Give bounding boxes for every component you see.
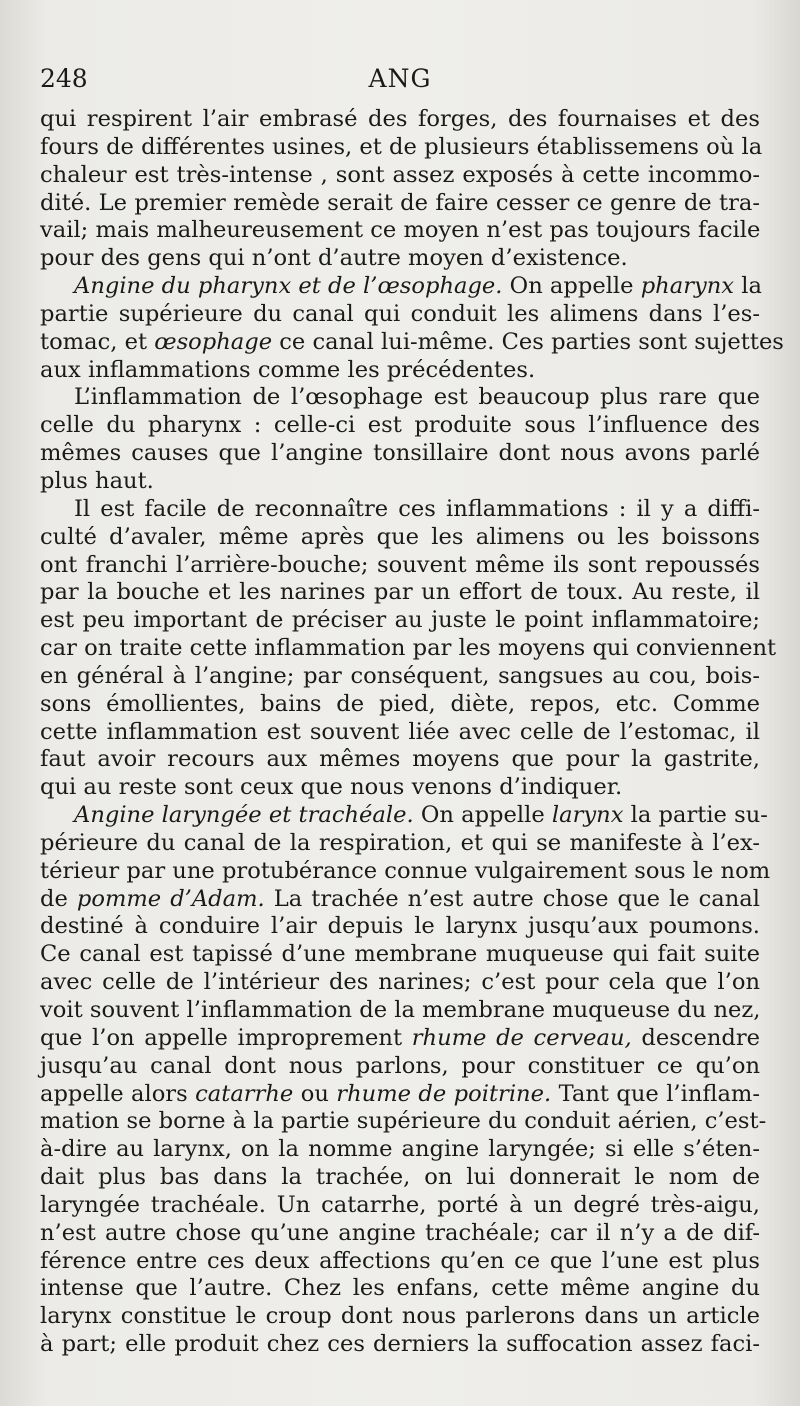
text-line <box>40 412 760 440</box>
text-segment: Ce canal est tapissé d’une membrane muqueuse qui fait suite <box>40 941 760 968</box>
text-segment: fours de différentes usines, et de plusieurs établissemens où la <box>40 133 763 160</box>
text-line <box>40 1248 760 1276</box>
text-line <box>40 1025 760 1053</box>
italic-term: rhume de poitrine. <box>336 1080 552 1107</box>
text-line <box>40 886 760 914</box>
text-line <box>40 496 760 524</box>
text-line <box>40 1275 760 1303</box>
text-line <box>40 162 760 190</box>
italic-term: Angine du pharynx et de l’œsophage. <box>74 273 503 300</box>
text-segment: ont franchi l’arrière-bouche; souvent même ils sont repoussés <box>40 551 760 578</box>
text-segment: destiné à conduire l’air depuis le larynx jusqu’aux poumons. <box>40 913 760 940</box>
text-segment: celle du pharynx : celle-ci est produite sous l’influence des <box>40 412 760 439</box>
italic-term: pomme d’Adam. <box>76 885 265 912</box>
text-line <box>40 301 760 329</box>
text-segment: pour des gens qui n’ont d’autre moyen d’existence. <box>40 245 628 272</box>
text-segment: Tant que l’inflam- <box>551 1080 760 1107</box>
text-line <box>40 273 760 301</box>
text-segment: chaleur est très-intense , sont assez exposés à cette incommo- <box>40 161 760 188</box>
text-line <box>40 857 771 886</box>
text-segment: ou <box>293 1080 337 1107</box>
text-segment: ce canal lui-même. Ces parties sont sujettes <box>272 328 784 355</box>
text-line <box>40 1136 760 1164</box>
text-line <box>40 746 760 774</box>
text-line <box>40 719 760 747</box>
text-line <box>40 133 763 162</box>
text-segment: plus haut. <box>40 467 154 494</box>
text-line <box>40 1192 760 1220</box>
text-line <box>40 468 760 496</box>
text-segment: mêmes causes que l’angine tonsillaire dont nous avons parlé <box>40 440 760 467</box>
text-line <box>40 1081 760 1109</box>
text-segment: cette inflammation est souvent liée avec celle de l’estomac, il <box>40 718 760 745</box>
text-line <box>40 691 760 719</box>
text-segment: laryngée trachéale. Un catarrhe, porté à un degré très-aigu, <box>40 1191 760 1218</box>
text-segment: la partie su- <box>623 802 768 829</box>
text-segment: férence entre ces deux affections qu’en ce que l’une est plus <box>40 1247 760 1274</box>
text-segment: est peu important de préciser au juste le point inflammatoire; <box>40 607 760 634</box>
text-line <box>40 663 760 691</box>
page-number: 248 <box>40 64 88 93</box>
text-line <box>40 328 784 357</box>
text-segment: dité. Le premier remède serait de faire cesser ce genre de tra- <box>40 189 760 216</box>
text-line <box>40 524 760 552</box>
text-segment: à part; elle produit chez ces derniers la suffocation assez faci- <box>40 1331 760 1358</box>
text-segment: n’est autre chose qu’une angine trachéale; car il n’y a de dif- <box>40 1219 760 1246</box>
text-line <box>40 440 760 468</box>
text-segment: vail; mais malheureusement ce moyen n’est pas toujours facile <box>40 217 761 244</box>
text-segment: que l’on appelle improprement <box>40 1024 412 1051</box>
text-segment: par la bouche et les narines par un effort de toux. Au reste, il <box>40 579 760 606</box>
italic-term: œsophage <box>154 328 273 355</box>
text-line <box>40 579 760 607</box>
text-line <box>40 607 760 635</box>
text-segment: voit souvent l’inflammation de la membrane muqueuse du nez, <box>40 997 761 1023</box>
running-head: ANG <box>368 64 432 93</box>
text-segment: aux inflammations comme les précédentes. <box>40 356 536 383</box>
text-segment: de <box>40 885 77 912</box>
text-line <box>40 1303 760 1331</box>
text-segment: en général à l’angine; par conséquent, sangsues au cou, bois- <box>40 662 760 689</box>
text-line <box>40 1108 767 1136</box>
text-line <box>40 190 760 218</box>
text-segment: à-dire au larynx, on la nomme angine laryngée; si elle s’éten- <box>40 1136 760 1163</box>
text-line <box>40 830 760 858</box>
text-segment: culté d’avaler, même après que les alimens ou les boissons <box>40 523 760 550</box>
text-segment: mation se borne à la partie supérieure du conduit aérien, c’est- <box>40 1108 767 1135</box>
body-text <box>40 106 784 1359</box>
italic-term: pharynx <box>640 273 735 300</box>
text-line <box>40 941 760 969</box>
text-line <box>40 997 760 1025</box>
text-line <box>40 217 760 245</box>
text-segment: intense que l’autre. Chez les enfans, cette même angine du <box>40 1275 760 1302</box>
text-segment: qui respirent l’air embrasé des forges, des fournaises et des <box>40 106 760 132</box>
text-segment: tomac, et <box>40 328 155 355</box>
text-segment: On appelle <box>502 273 641 300</box>
text-segment: la <box>734 273 762 300</box>
text-line <box>40 245 760 273</box>
text-line <box>40 1331 760 1359</box>
italic-term: catarrhe <box>195 1080 294 1107</box>
text-segment: sons émollientes, bains de pied, diète, repos, etc. Comme <box>40 690 760 717</box>
text-segment: L’inflammation de l’œsophage est beaucoup plus rare que <box>74 384 760 411</box>
text-segment: descendre <box>631 1024 761 1051</box>
text-line <box>40 106 760 134</box>
text-segment: Il est facile de reconnaître ces inflammations : il y a diffi- <box>74 495 760 522</box>
text-segment: dait plus bas dans la trachée, on lui donnerait le nom de <box>40 1164 760 1191</box>
text-segment: La trachée n’est autre chose que le canal <box>264 885 760 912</box>
text-segment: appelle alors <box>40 1080 196 1107</box>
text-segment: faut avoir recours aux mêmes moyens que pour la gastrite, <box>40 746 760 773</box>
text-line <box>40 1053 760 1081</box>
text-segment: périeure du canal de la respiration, et qui se manifeste à l’ex- <box>40 829 760 856</box>
text-line <box>40 913 760 941</box>
text-line <box>40 552 760 580</box>
text-line <box>40 774 760 802</box>
page-header <box>40 64 760 98</box>
text-line <box>40 357 760 385</box>
italic-term: larynx <box>551 802 624 829</box>
text-segment: car on traite cette inflammation par les moyens qui conviennent <box>40 635 777 662</box>
text-line <box>40 1164 760 1192</box>
text-segment: partie supérieure du canal qui conduit les alimens dans l’es- <box>40 300 760 327</box>
text-segment: avec celle de l’intérieur des narines; c’est pour cela que l’on <box>40 969 760 996</box>
text-segment: qui au reste sont ceux que nous venons d’indiquer. <box>40 774 623 801</box>
text-line <box>40 384 760 412</box>
text-line <box>40 1220 760 1248</box>
text-line <box>40 635 777 663</box>
text-segment: On appelle <box>413 802 552 829</box>
text-segment: larynx constitue le croup dont nous parlerons dans un article <box>40 1303 760 1330</box>
text-line <box>40 802 768 830</box>
text-segment: jusqu’au canal dont nous parlons, pour constituer ce qu’on <box>40 1052 760 1079</box>
text-segment: térieur par une protubérance connue vulgairement sous le nom <box>40 857 771 884</box>
text-line <box>40 969 760 997</box>
italic-term: Angine laryngée et trachéale. <box>74 802 414 829</box>
italic-term: rhume de cerveau, <box>411 1024 632 1051</box>
